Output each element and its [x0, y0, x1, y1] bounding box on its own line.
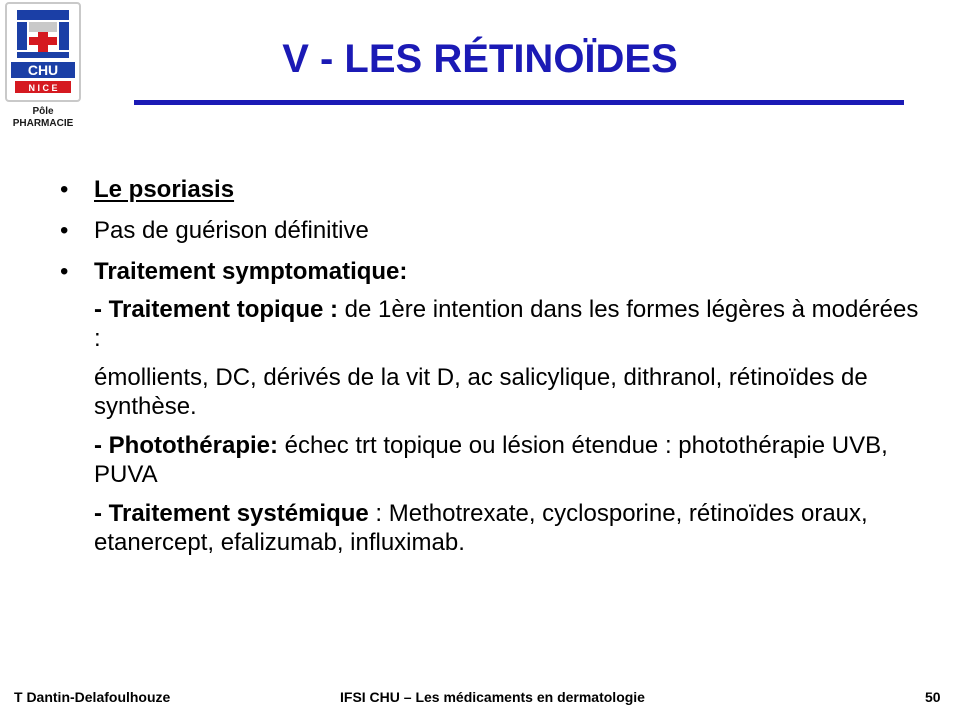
chu-nice-logo [0, 0, 86, 130]
para-topical-agents [60, 363, 920, 421]
para-phototherapy [60, 431, 920, 489]
bullet-symptomatic-treatment [60, 254, 920, 290]
para-text: de 1ère intention dans les formes légères à modérées : [94, 296, 919, 352]
footer-author: T Dantin-Delafoulhouze [14, 689, 171, 705]
bullet-text: Le psoriasis [94, 176, 235, 203]
para-heading: - Traitement systémique [94, 500, 369, 527]
svg-text:CHU: CHU [27, 62, 59, 78]
title-underline-rule [134, 100, 904, 105]
para-topical-treatment [60, 295, 920, 353]
para-heading: - Traitement topique : [94, 296, 339, 323]
chu-emblem-icon [5, 2, 81, 102]
logo-caption-pole: Pôle [32, 106, 54, 117]
bullet-text: Pas de guérison définitive [94, 217, 369, 244]
slide-title: V - LES RÉTINOÏDES [282, 37, 678, 81]
bullet-text: Traitement symptomatique: [94, 258, 408, 285]
para-text: échec trt topique ou lésion étendue : photothérapie UVB, PUVA [94, 432, 888, 488]
slide-body [60, 172, 920, 567]
logo-caption-pharmacie: PHARMACIE [12, 118, 74, 129]
bullet-dot-icon: • [60, 258, 69, 285]
svg-text:N I C E: N I C E [28, 83, 58, 93]
bullet-psoriasis [60, 172, 920, 208]
para-systemic-treatment [60, 499, 920, 557]
footer-page-number: 50 [925, 689, 941, 705]
para-text: : Methotrexate, cyclosporine, rétinoïdes oraux, etanercept, efalizumab, influximab. [94, 500, 868, 556]
para-text: émollients, DC, dérivés de la vit D, ac salicylique, dithranol, rétinoïdes de synthèse. [94, 364, 868, 420]
logo-caption [0, 106, 86, 130]
bullet-dot-icon: • [60, 176, 69, 203]
bullet-dot-icon: • [60, 217, 69, 244]
footer-course-title: IFSI CHU – Les médicaments en dermatologie [340, 689, 645, 705]
bullet-no-cure [60, 213, 920, 249]
para-heading: - Photothérapie: [94, 432, 278, 459]
